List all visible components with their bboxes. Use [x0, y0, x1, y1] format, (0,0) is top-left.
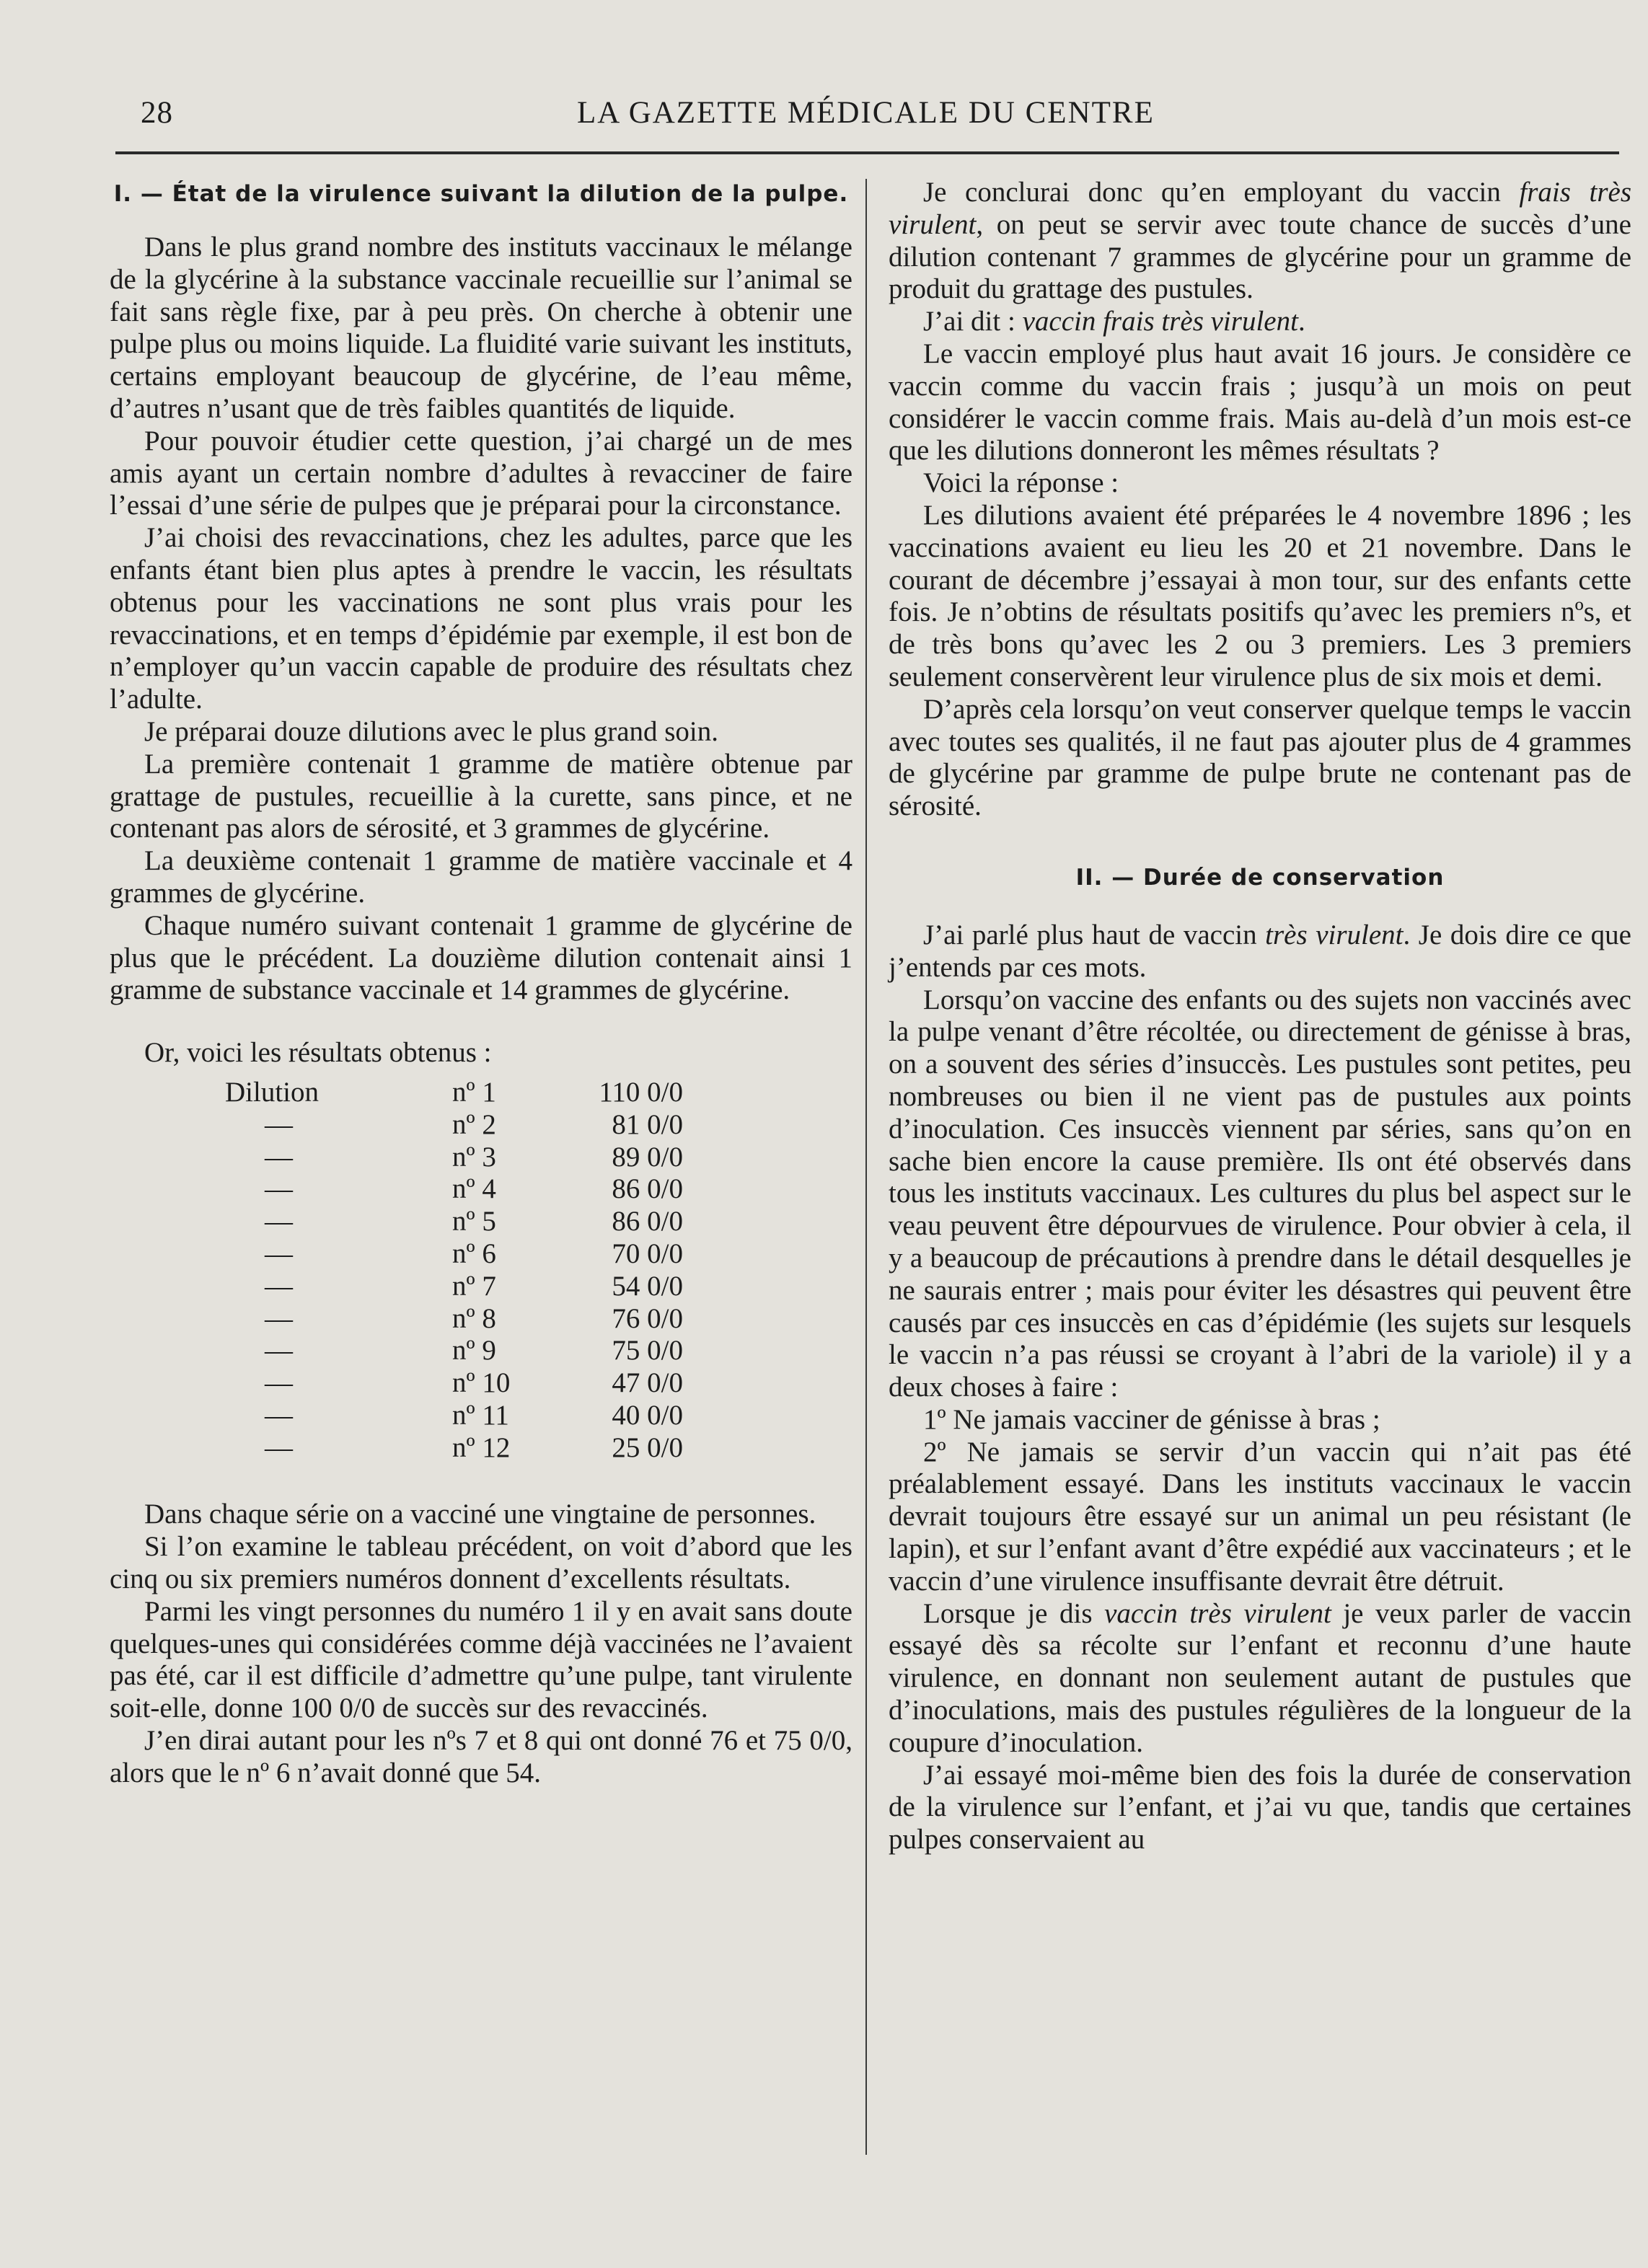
success-rate: 89 0/0 [612, 1141, 683, 1173]
table-row [225, 1335, 683, 1367]
table-row [225, 1142, 683, 1174]
paragraph: Parmi les vingt personnes du numéro 1 il y en avait sans doute quelques-unes qui considérées comme déjà vaccinées ne l’avaient pas été, car il est difficile d’admettre qu’une pulpe, tant virulente soit-elle, donne 100 0/0 de succès sur des revaccinés. [110, 1595, 852, 1724]
ditto-dash: — [265, 1431, 293, 1463]
table-row [225, 1173, 683, 1206]
success-rate: 76 0/0 [612, 1302, 683, 1334]
paragraph [889, 306, 1631, 338]
dilution-number: nº 12 [452, 1431, 511, 1463]
running-title: LA GAZETTE MÉDICALE DU CENTRE [577, 96, 1155, 130]
ditto-dash: — [265, 1367, 293, 1399]
paragraph: Voici la réponse : [923, 467, 1119, 499]
ditto-dash: — [265, 1335, 293, 1367]
table-row [225, 1303, 683, 1336]
paragraph: Le vaccin employé plus haut avait 16 jours. Je considère ce vaccin comme du vaccin frais ; jusqu’à un mois on peut considérer le vaccin comme frais. Mais au-delà d’un mois est-ce que les dilutions donneront les mêmes résultats ? [889, 337, 1631, 467]
ditto-dash: — [265, 1141, 293, 1173]
paragraph: D’après cela lorsqu’on veut conserver quelque temps le vaccin avec toutes ses qualités, il ne faut pas ajouter plus de 4 grammes de glycérine par gramme de pulpe brute ne contenant pas de sérosité. [889, 693, 1631, 822]
header-rule [115, 151, 1619, 154]
table-row [225, 1400, 683, 1432]
table-row [225, 1271, 683, 1303]
text-run: . [1297, 306, 1305, 337]
row-label: Dilution [225, 1076, 320, 1108]
paragraph: Dans chaque série on a vacciné une vingtaine de personnes. [144, 1499, 816, 1530]
text-run: , on peut se servir avec toute chance de succès d’une dilution contenant 7 grammes de glycérine pour un gramme de produit du grattage des pustules. [889, 208, 1631, 305]
italic-text: très virulent [1265, 919, 1404, 950]
text-run: J’ai parlé plus haut de vaccin [923, 919, 1266, 950]
paragraph: Pour pouvoir étudier cette question, j’ai chargé un de mes amis ayant un certain nombre d’adultes à revacciner de faire l’essai d’une série de pulpes que je préparai pour la circonstance. [110, 425, 852, 521]
paragraph: Dans le plus grand nombre des instituts vaccinaux le mélange de la glycérine à la substance vaccinale recueillie sur l’animal se fait sans règle fixe, par à peu près. On cherche à obtenir une pulpe plus ou moins liquide. La fluidité varie suivant les instituts, certains employant beaucoup de glycérine, de l’eau même, d’autres n’usant que de très faibles quantités de liquide. [110, 231, 852, 424]
dilution-number: nº 10 [452, 1367, 511, 1399]
ditto-dash: — [265, 1270, 293, 1302]
section-heading-2: II. — Durée de conservation [1075, 864, 1445, 891]
success-rate: 70 0/0 [612, 1237, 683, 1269]
table-row [225, 1109, 683, 1142]
dilution-number: nº 9 [452, 1335, 496, 1367]
ditto-dash: — [265, 1302, 293, 1334]
success-rate: 86 0/0 [612, 1173, 683, 1205]
table-row [225, 1432, 683, 1465]
italic-text: vaccin très virulent [1104, 1597, 1331, 1629]
ditto-dash: — [265, 1206, 293, 1237]
success-rate: 40 0/0 [612, 1399, 683, 1431]
results-table [225, 1077, 683, 1465]
success-rate: 81 0/0 [612, 1108, 683, 1140]
ditto-dash: — [265, 1108, 293, 1140]
paragraph: Chaque numéro suivant contenait 1 gramme de glycérine de plus que le précédent. La douzième dilution contenait ainsi 1 gramme de substance vaccinale et 14 grammes de glycérine. [110, 909, 852, 1006]
ditto-dash: — [265, 1399, 293, 1431]
paragraph: J’ai essayé moi-même bien des fois la durée de conservation de la virulence sur l’enfant, et j’ai vu que, tandis que certaines pulpes conservaient au [889, 1759, 1631, 1856]
text-run: . Je dois dire ce que j’entends par ces mots. [889, 919, 1631, 983]
italic-text: frais très virulent [889, 177, 1631, 240]
success-rate: 75 0/0 [612, 1335, 683, 1367]
dilution-number: nº 2 [452, 1108, 496, 1140]
dilution-number: nº 5 [452, 1206, 496, 1237]
table-row [225, 1077, 683, 1109]
dilution-number: nº 4 [452, 1173, 496, 1205]
text-run: Je conclurai donc qu’en employant du vaccin [923, 177, 1520, 208]
table-row [225, 1206, 683, 1238]
paragraph: 2º Ne jamais se servir d’un vaccin qui n’ait pas été préalablement essayé. Dans les instituts vaccinaux le vaccin devrait toujours être essayé sur un animal un peu résistant (le lapin), et sur l’enfant avant d’être expédié aux vaccinateurs ; et le vaccin d’une virulence insuffisante devrait être détruit. [889, 1436, 1631, 1597]
column-divider [865, 179, 867, 2155]
paragraph: Si l’on examine le tableau précédent, on voit d’abord que les cinq ou six premiers numéros donnent d’excellents résultats. [110, 1531, 852, 1595]
paragraph [889, 919, 1631, 984]
page-number: 28 [141, 96, 173, 130]
table-row [225, 1367, 683, 1400]
text-run: Lorsque je dis [923, 1597, 1105, 1629]
table-intro: Or, voici les résultats obtenus : [144, 1037, 492, 1069]
text-run: je veux parler de vaccin essayé dès sa récolte sur l’enfant et reconnu d’une haute virulence, en donnant non seulement autant de pustules que d’inoculations, mais des pustules régulières de la longueur de la coupure d’inoculation. [889, 1597, 1631, 1758]
success-rate: 54 0/0 [612, 1270, 683, 1302]
paragraph: Je préparai douze dilutions avec le plus grand soin. [144, 715, 719, 747]
paragraph: La première contenait 1 gramme de matière obtenue par grattage de pustules, recueillie à la curette, sans pince, et ne contenant pas alors de sérosité, et 3 grammes de glycérine. [110, 748, 852, 844]
dilution-number: nº 11 [452, 1399, 509, 1431]
section-heading-1: I. — État de la virulence suivant la dilution de la pulpe. [113, 181, 849, 207]
dilution-number: nº 8 [452, 1302, 496, 1334]
page-header [141, 95, 1623, 138]
text-run: J’ai dit : [923, 306, 1023, 337]
paragraph: J’en dirai autant pour les nºs 7 et 8 qui ont donné 76 et 75 0/0, alors que le nº 6 n’avait donné que 54. [110, 1725, 852, 1788]
paragraph [889, 177, 1631, 306]
paragraph: 1º Ne jamais vacciner de génisse à bras ; [923, 1403, 1380, 1435]
success-rate: 25 0/0 [612, 1431, 683, 1463]
paragraph [889, 1598, 1631, 1760]
success-rate: 110 0/0 [599, 1076, 683, 1108]
success-rate: 86 0/0 [612, 1206, 683, 1237]
right-column [889, 177, 1631, 1856]
paragraph: Les dilutions avaient été préparées le 4 novembre 1896 ; les vaccinations avaient eu lieu les 20 et 21 novembre. Dans le courant de décembre j’essayai à mon tour, sur des enfants cette fois. Je n’obtins de résultats positifs qu’avec les premiers nºs, et de très bons qu’avec les 2 ou 3 premiers. Les 3 premiers seulement conservèrent leur virulence plus de six mois et demi. [889, 499, 1631, 692]
italic-text: vaccin frais très virulent [1022, 306, 1298, 337]
ditto-dash: — [265, 1237, 293, 1269]
dilution-number: nº 3 [452, 1141, 496, 1173]
dilution-number: nº 7 [452, 1270, 496, 1302]
paragraph: La deuxième contenait 1 gramme de matière vaccinale et 4 grammes de glycérine. [110, 845, 852, 909]
success-rate: 47 0/0 [612, 1367, 683, 1399]
dilution-number: nº 6 [452, 1237, 496, 1269]
left-column [110, 177, 852, 1790]
paragraph: Lorsqu’on vaccine des enfants ou des sujets non vaccinés avec la pulpe venant d’être récoltée, ou directement de génisse à bras, on a souvent des séries d’insuccès. Les pustules sont petites, peu nombreuses ou bien il ne vient pas de pustules aux points d’inoculation. Ces insuccès viennent par séries, sans qu’on en sache bien encore la cause première. Ils ont été observés dans tous les instituts vaccinaux. Les cultures du plus bel aspect sur le veau peuvent être dépourvues de virulence. Pour obvier à cela, il y a beaucoup de précautions à prendre dans le détail desquelles je ne saurais entrer ; mais pour éviter les désastres qui peuvent être causés par ces insuccès en cas d’épidémie (les sujets sur lesquels le vaccin n’a pas réussi se croyant à l’abri de la variole) il y a deux choses à faire : [889, 984, 1631, 1403]
dilution-number: nº 1 [452, 1076, 496, 1108]
table-row [225, 1238, 683, 1271]
paragraph: J’ai choisi des revaccinations, chez les adultes, parce que les enfants étant bien plus aptes à prendre le vaccin, les résultats obtenus pour les vaccinations ne sont plus vrais pour les revaccinations, et en temps d’épidémie par exemple, il est bon de n’employer qu’un vaccin capable de produire des résultats chez l’adulte. [110, 522, 852, 715]
ditto-dash: — [265, 1173, 293, 1205]
